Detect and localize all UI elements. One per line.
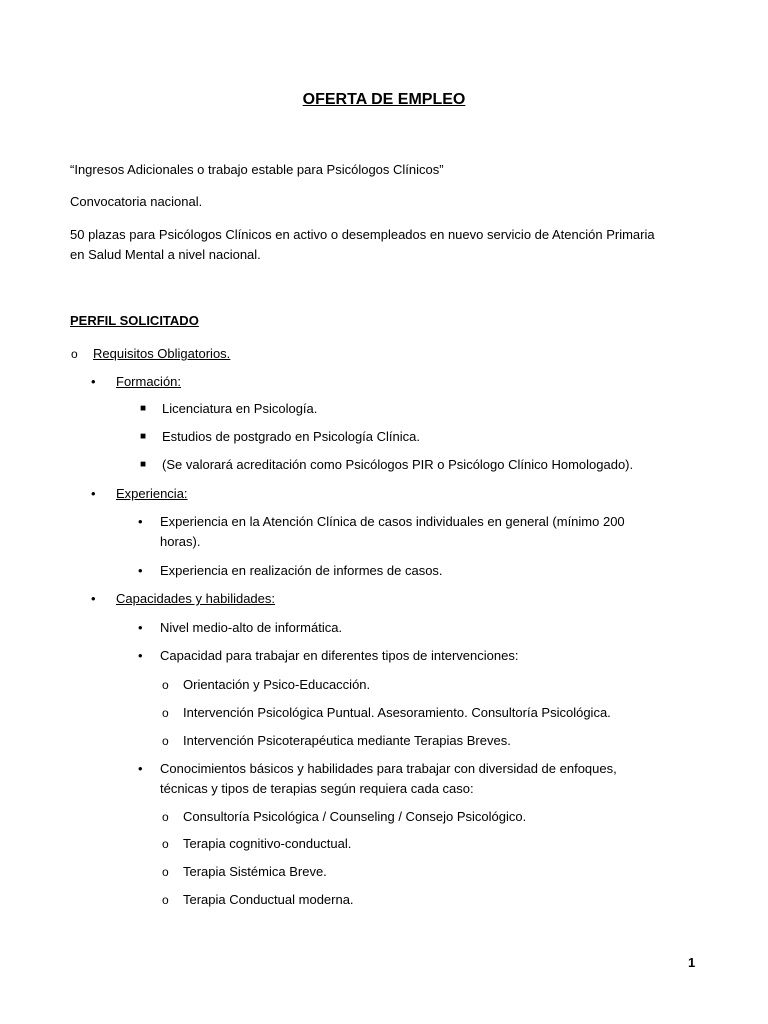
- intervention-item: Intervención Psicológica Puntual. Asesoramiento. Consultoría Psicológica.: [183, 705, 611, 720]
- approach-item: Terapia Conductual moderna.: [183, 892, 354, 907]
- approach-item: Terapia Sistémica Breve.: [183, 864, 327, 879]
- approach-item: Consultoría Psicológica / Counseling / Consejo Psicológico.: [183, 809, 527, 824]
- approach-item: Terapia cognitivo-conductual.: [183, 836, 352, 851]
- formation-item: Licenciatura en Psicología.: [162, 401, 318, 416]
- approaches-line-1: Conocimientos básicos y habilidades para trabajar con diversidad de enfoques,: [160, 761, 617, 776]
- disc-bullet-icon: •: [138, 761, 143, 776]
- disc-bullet-icon: •: [138, 514, 143, 529]
- circle-bullet-icon: o: [162, 837, 169, 851]
- circle-bullet-icon: o: [162, 734, 169, 748]
- tagline: “Ingresos Adicionales o trabajo estable para Psicólogos Clínicos”: [70, 162, 444, 177]
- intervention-item: Orientación y Psico-Educacción.: [183, 677, 371, 692]
- circle-bullet-icon: o: [162, 810, 169, 824]
- page-number: 1: [688, 955, 696, 970]
- circle-bullet-icon: o: [162, 706, 169, 720]
- interventions-heading: Capacidad para trabajar en diferentes tipos de intervenciones:: [160, 648, 519, 663]
- square-bullet-icon: ■: [140, 431, 147, 442]
- skills-heading: Capacidades y habilidades:: [116, 591, 275, 606]
- formation-item: Estudios de postgrado en Psicología Clínica.: [162, 429, 420, 444]
- circle-bullet-icon: o: [162, 865, 169, 879]
- experience-item-line-2: horas).: [160, 534, 201, 549]
- square-bullet-icon: ■: [140, 403, 147, 414]
- disc-bullet-icon: •: [91, 374, 96, 389]
- experience-heading: Experiencia:: [116, 486, 188, 501]
- experience-item: Experiencia en realización de informes de casos.: [160, 563, 443, 578]
- square-bullet-icon: ■: [140, 459, 147, 470]
- disc-bullet-icon: •: [91, 591, 96, 606]
- disc-bullet-icon: •: [138, 620, 143, 635]
- skills-item: Nivel medio-alto de informática.: [160, 620, 343, 635]
- circle-bullet-icon: o: [162, 678, 169, 692]
- required-heading: Requisitos Obligatorios.: [93, 346, 231, 361]
- disc-bullet-icon: •: [91, 486, 96, 501]
- document-title: OFERTA DE EMPLEO: [302, 91, 466, 108]
- formation-heading: Formación:: [116, 374, 182, 389]
- approaches-line-2: técnicas y tipos de terapias según requiera cada caso:: [160, 781, 474, 796]
- formation-item: (Se valorará acreditación como Psicólogos PIR o Psicólogo Clínico Homologado).: [162, 457, 634, 472]
- vacancies-line-2: en Salud Mental a nivel nacional.: [70, 247, 261, 262]
- experience-item-line-1: Experiencia en la Atención Clínica de casos individuales en general (mínimo 200: [160, 514, 625, 529]
- disc-bullet-icon: •: [138, 563, 143, 578]
- profile-heading: PERFIL SOLICITADO: [70, 313, 199, 328]
- circle-bullet-icon: o: [71, 347, 78, 361]
- vacancies-line-1: 50 plazas para Psicólogos Clínicos en activo o desempleados en nuevo servicio de Atención Primaria: [70, 227, 655, 242]
- disc-bullet-icon: •: [138, 648, 143, 663]
- call-text: Convocatoria nacional.: [70, 194, 203, 209]
- intervention-item: Intervención Psicoterapéutica mediante Terapias Breves.: [183, 733, 511, 748]
- circle-bullet-icon: o: [162, 893, 169, 907]
